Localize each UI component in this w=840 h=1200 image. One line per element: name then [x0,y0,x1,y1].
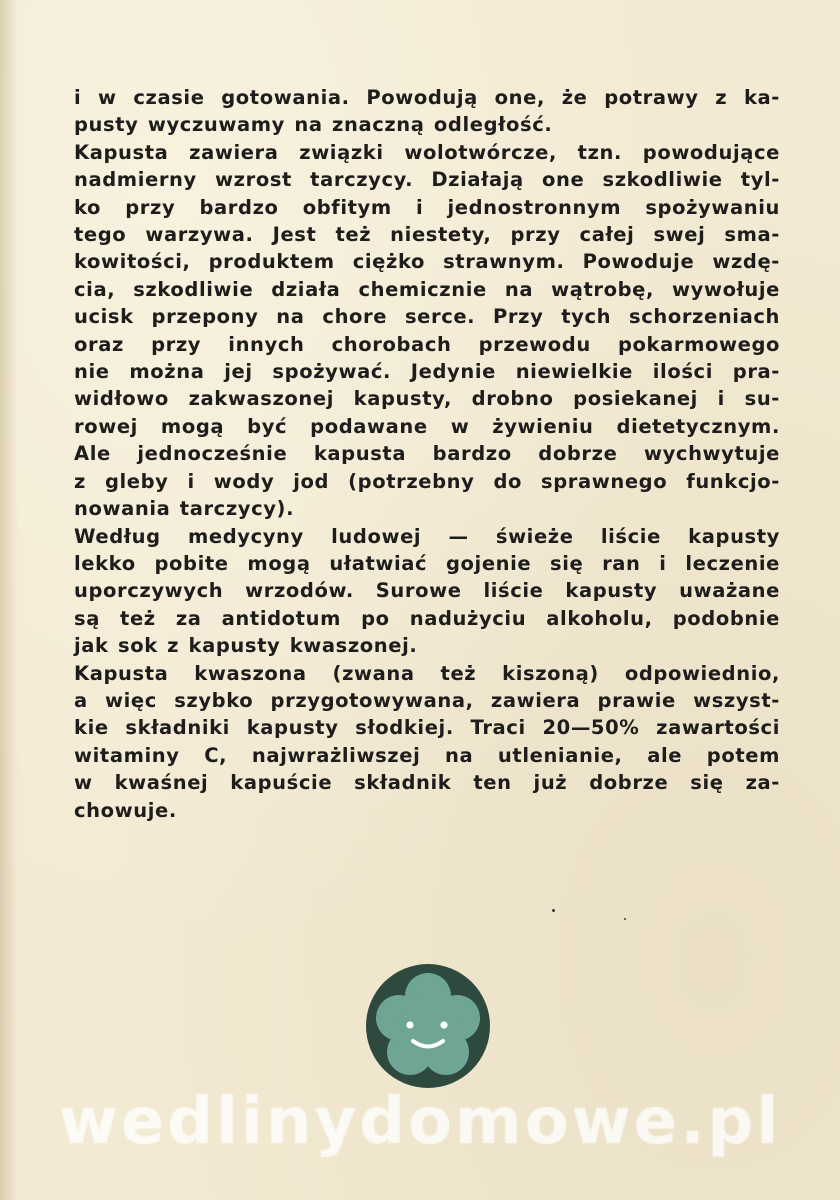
text-line: rowej mogą być podawane w żywieniu dietetycznym. [74,414,780,438]
text-line: jak sok z kapusty kwaszonej. [74,634,418,658]
text-line: nie można jej spożywać. Jedynie niewielkie ilości pra- [74,360,780,384]
smiling-flower-icon [365,963,491,1089]
print-speck [552,909,555,912]
text-line: Kapusta kwaszona (zwana też kiszoną) odpowiednio, [74,661,780,685]
text-line: cia, szkodliwie działa chemicznie na wątrobę, wywołuje [74,277,780,301]
text-line: Kapusta zawiera związki wolotwórcze, tzn. powodujące [74,140,780,164]
watermark-text: wedlinydomowe.pl [58,1085,782,1159]
text-line: lekko pobite mogą ułatwiać gojenie się ran i leczenie [74,551,780,575]
text-line: chowuje. [74,798,177,822]
text-line: widłowo zakwaszonej kapusty, drobno posiekanej i su- [74,387,780,411]
text-line: pusty wyczuwamy na znaczną odległość. [74,113,553,137]
text-line: tego warzywa. Jest też niestety, przy całej swej sma- [74,223,780,247]
text-line: są też za antidotum po nadużyciu alkoholu, podobnie [74,606,780,630]
text-line: z gleby i wody jod (potrzebny do sprawnego funkcjo- [74,469,780,493]
text-line: uporczywych wrzodów. Surowe liście kapusty uważane [74,579,780,603]
text-line: nowania tarczycy). [74,497,295,521]
text-line: witaminy C, najwrażliwszej na utlenianie, ale potem [74,743,780,767]
text-line: a więc szybko przygotowywana, zawiera prawie wszyst- [74,688,780,712]
text-line: kie składniki kapusty słodkiej. Traci 20—50% zawartości [74,716,780,740]
body-text [74,84,780,824]
text-line: w kwaśnej kapuście składnik ten już dobrze się za- [74,771,780,795]
text-line: oraz przy innych chorobach przewodu pokarmowego [74,332,780,356]
text-line: kowitości, produktem ciężko strawnym. Powoduje wzdę- [74,250,780,274]
text-line: Ale jednocześnie kapusta bardzo dobrze wychwytuje [74,442,780,466]
print-speck [624,918,626,920]
text-line: nadmierny wzrost tarczycy. Działają one szkodliwie tyl- [74,168,780,192]
page-spine-shadow [0,0,18,1200]
text-line: ko przy bardzo obfitym i jednostronnym spożywaniu [74,195,780,219]
text-line: Według medycyny ludowej — świeże liście kapusty [74,524,780,548]
text-line: ucisk przepony na chore serce. Przy tych schorzeniach [74,305,780,329]
text-line: i w czasie gotowania. Powodują one, że potrawy z ka- [74,86,780,109]
